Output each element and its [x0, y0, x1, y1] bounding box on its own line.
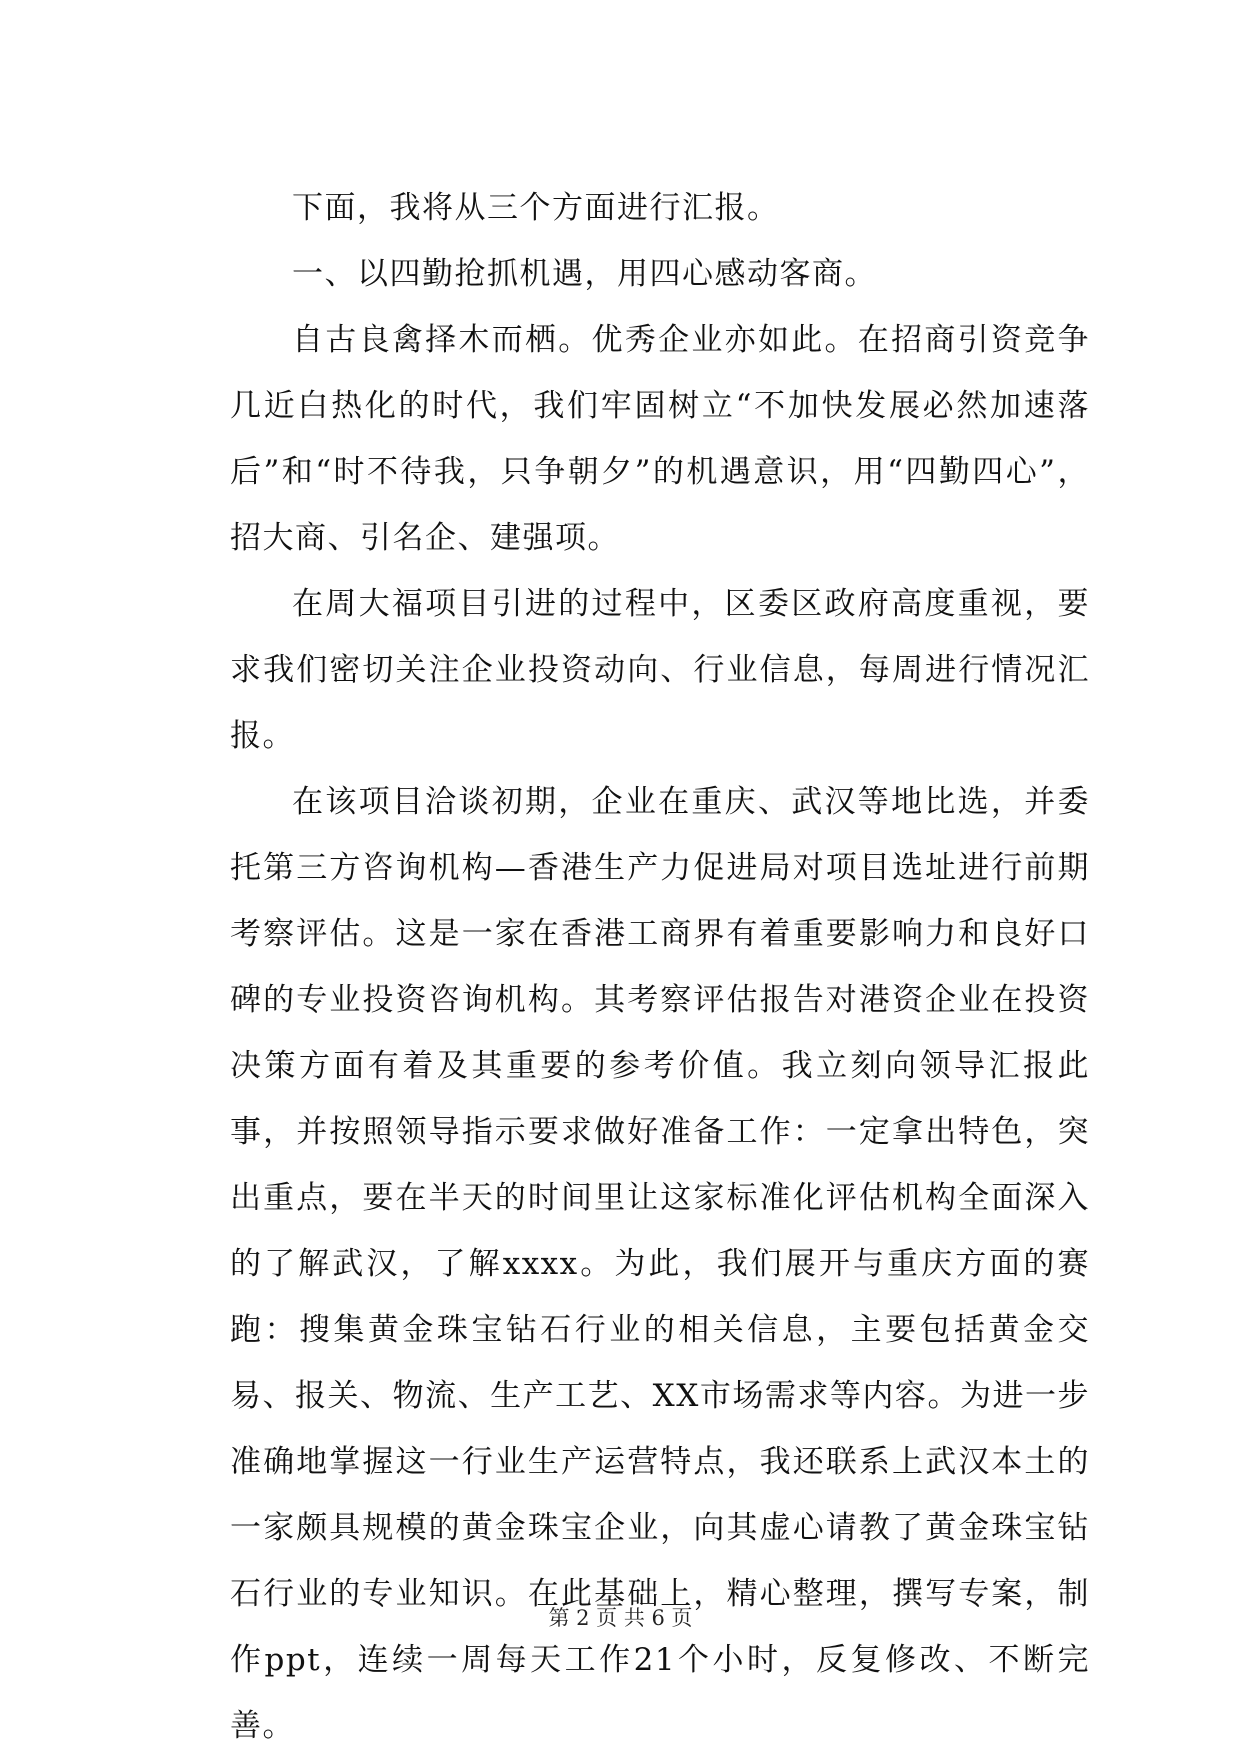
- page-footer: 第 2 页 共 6 页: [548, 1606, 693, 1630]
- section-heading-1: 一、以四勤抢抓机遇，用四心感动客商。: [292, 256, 877, 292]
- document-body: [230, 175, 1090, 1759]
- paragraph-chow-tai-fook: 在周大福项目引进的过程中，区委区政府高度重视，要求我们密切关注企业投资动向、行业信息，每周进行情况汇报。: [230, 586, 1090, 754]
- paragraph-intro: 下面，我将从三个方面进行汇报。: [292, 190, 780, 226]
- paragraph-opportunity: 自古良禽择木而栖。优秀企业亦如此。在招商引资竞争几近白热化的时代，我们牢固树立“不加快发展必然加速落后”和“时不待我，只争朝夕”的机遇意识，用“四勤四心”，招大商、引名企、建强项。: [230, 322, 1090, 556]
- paragraph-negotiation: 在该项目洽谈初期，企业在重庆、武汉等地比选，并委托第三方咨询机构—香港生产力促进局对项目选址进行前期考察评估。这是一家在香港工商界有着重要影响力和良好口碑的专业投资咨询机构。其考察评估报告对港资企业在投资决策方面有着及其重要的参考价值。我立刻向领导汇报此事，并按照领导指示要求做好准备工作：一定拿出特色，突出重点，要在半天的时间里让这家标准化评估机构全面深入的了解武汉，了解xxxx。为此，我们展开与重庆方面的赛跑：搜集黄金珠宝钻石行业的相关信息，主要包括黄金交易、报关、物流、生产工艺、XX市场需求等内容。为进一步准确地掌握这一行业生产运营特点，我还联系上武汉本土的一家颇具规模的黄金珠宝企业，向其虚心请教了黄金珠宝钻石行业的专业知识。在此基础上，精心整理，撰写专案，制作ppt，连续一周每天工作21个小时，反复修改、不断完善。: [230, 784, 1090, 1744]
